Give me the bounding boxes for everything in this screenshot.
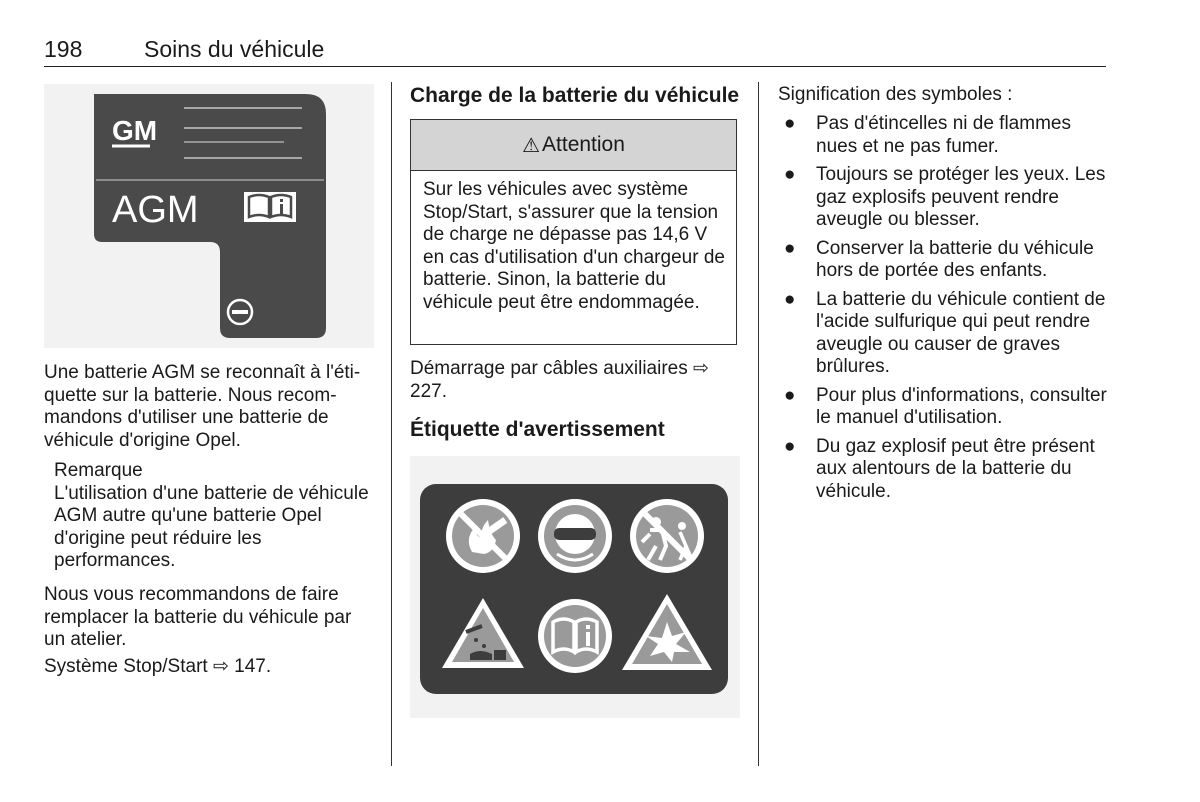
list-item: ● Toujours se protéger les yeux. Les gaz explosifs peuvent rendre aveugle ou blesser. <box>784 164 1106 230</box>
gm-logo: GM <box>112 115 158 146</box>
warning-header <box>411 120 736 171</box>
bullet-icon: ● <box>784 237 796 259</box>
warning-title: Attention <box>542 133 625 156</box>
symbols-list <box>778 113 1108 509</box>
symbols-intro: Signification des symboles : <box>778 84 1013 105</box>
heading-warning-label: Étiquette d'avertissement <box>410 418 665 441</box>
column-divider-right <box>758 82 759 766</box>
list-item: ● Conserver la batterie du véhicule hors de portée des enfants. <box>784 237 1094 281</box>
bullet-icon: ● <box>784 435 796 457</box>
agm-text: AGM <box>112 189 199 231</box>
agm-caption: Une batterie AGM se reconnaît à l'étiquette sur la batterie. Nous recommandons d'utiliser une batterie de véhicule d'origine Opel. <box>44 362 361 451</box>
stop-start-reference[interactable]: Système Stop/Start ⇨ 147. <box>44 656 272 677</box>
bullet-icon: ● <box>784 288 796 310</box>
bullet-icon: ● <box>784 113 796 134</box>
note-title: Remarque <box>54 460 143 481</box>
note-text: L'utilisation d'une batterie de véhicule AGM autre qu'une batterie Opel d'origine peut réduire les performances. <box>54 482 369 571</box>
bullet-icon: ● <box>784 164 796 185</box>
workshop-recommendation: Nous vous recommandons de faire remplacer la batterie du véhicule par un atelier. <box>44 584 352 650</box>
agm-battery-label-image <box>44 84 374 348</box>
warning-triangle-icon: ⚠ <box>522 134 541 157</box>
keep-away-children-icon <box>630 499 704 573</box>
list-item: ● Pas d'étincelles ni de flammes nues et ne pas fumer. <box>784 113 1071 157</box>
page-header <box>44 36 1106 67</box>
list-item: ● Pour plus d'informations, consulter le manuel d'utilisation. <box>784 384 1107 428</box>
list-item: ● Du gaz explosif peut être présent aux alentours de la batterie du véhicule. <box>784 435 1095 502</box>
page-number: 198 <box>44 36 83 62</box>
eye-protection-icon <box>538 499 612 573</box>
heading-battery-charging: Charge de la batterie du véhicule <box>410 84 740 107</box>
note-block <box>54 460 374 573</box>
no-fire-smoking-icon <box>446 499 520 573</box>
read-manual-icon <box>538 599 612 673</box>
battery-warning-label-image <box>410 456 740 718</box>
attention-warning-box <box>410 119 737 345</box>
column-divider-left <box>391 82 392 766</box>
section-title: Soins du véhicule <box>144 36 325 62</box>
bullet-icon: ● <box>784 384 796 406</box>
list-item: ● La batterie du véhicule contient de l'acide sulfurique qui peut rendre aveugle ou causer de graves brûlures. <box>784 288 1106 377</box>
jump-start-reference[interactable]: Démarrage par câbles auxiliaires ⇨ 227. <box>410 358 709 402</box>
manual-book-icon <box>244 192 296 222</box>
warning-text: Sur les véhicules avec système Stop/Start, s'assurer que la tension de charge ne dépasse pas 14,6 V en cas d'utilisation d'un chargeur de batterie. Sinon, la batterie du véhicule peut être endommagée. <box>423 179 725 313</box>
